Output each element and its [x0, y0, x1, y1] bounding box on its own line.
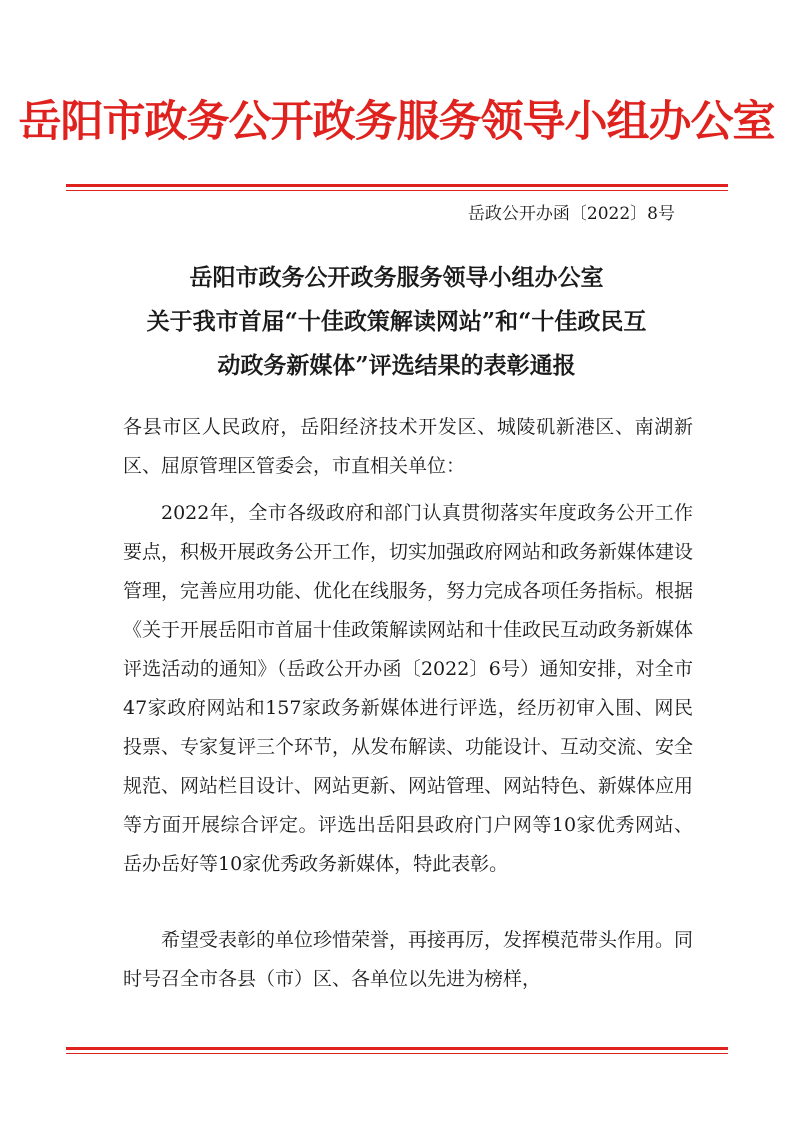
issuing-authority-heading: 岳阳市政务公开政务服务领导小组办公室: [18, 97, 775, 147]
addressee: 各县市区人民政府，岳阳经济技术开发区、城陵矶新港区、南湖新区、屈原管理区管委会，市直相关单位：: [123, 416, 693, 477]
body-paragraph: 希望受表彰的单位珍惜荣誉，再接再厉，发挥模范带头作用。同时号召全市各县（市）区、各单位以先进为榜样，: [123, 929, 694, 990]
body-paragraph: 2022年，全市各级政府和部门认真贯彻落实年度政务公开工作要点，积极开展政务公开工作，切实加强政府网站和政务新媒体建设管理，完善应用功能、优化在线服务，努力完成各项任务指标。根据《关于开展岳阳市首届十佳政策解读网站和十佳政民互动政务新媒体评选活动的通知》（岳政公开办函〔2022〕6号）通知安排，对全市47家政府网站和157家政务新媒体进行评选，经历初审入围、网民投票、专家复评三个环节，从发布解读、功能设计、互动交流、安全规范、网站栏目设计、网站更新、网站管理、网站特色、新媒体应用等方面开展综合评定。评选出岳阳县政府门户网等10家优秀网站、岳办岳好等10家优秀政务新媒体，特此表彰。: [123, 502, 694, 875]
document-number: 岳政公开办函〔2022〕8号: [467, 204, 675, 224]
document-title: [60, 256, 733, 388]
header-red-rule-thick: [66, 184, 728, 187]
footer-red-rule-thin: [66, 1053, 728, 1054]
header-red-rule-thin: [66, 190, 728, 191]
document-title-line: 动政务新媒体”评选结果的表彰通报: [217, 352, 576, 379]
document-title-line: 岳阳市政务公开政务服务领导小组办公室: [189, 264, 604, 291]
document-title-line: 关于我市首届“十佳政策解读网站”和“十佳政民互: [146, 308, 647, 335]
footer-red-rule-thick: [66, 1047, 728, 1050]
